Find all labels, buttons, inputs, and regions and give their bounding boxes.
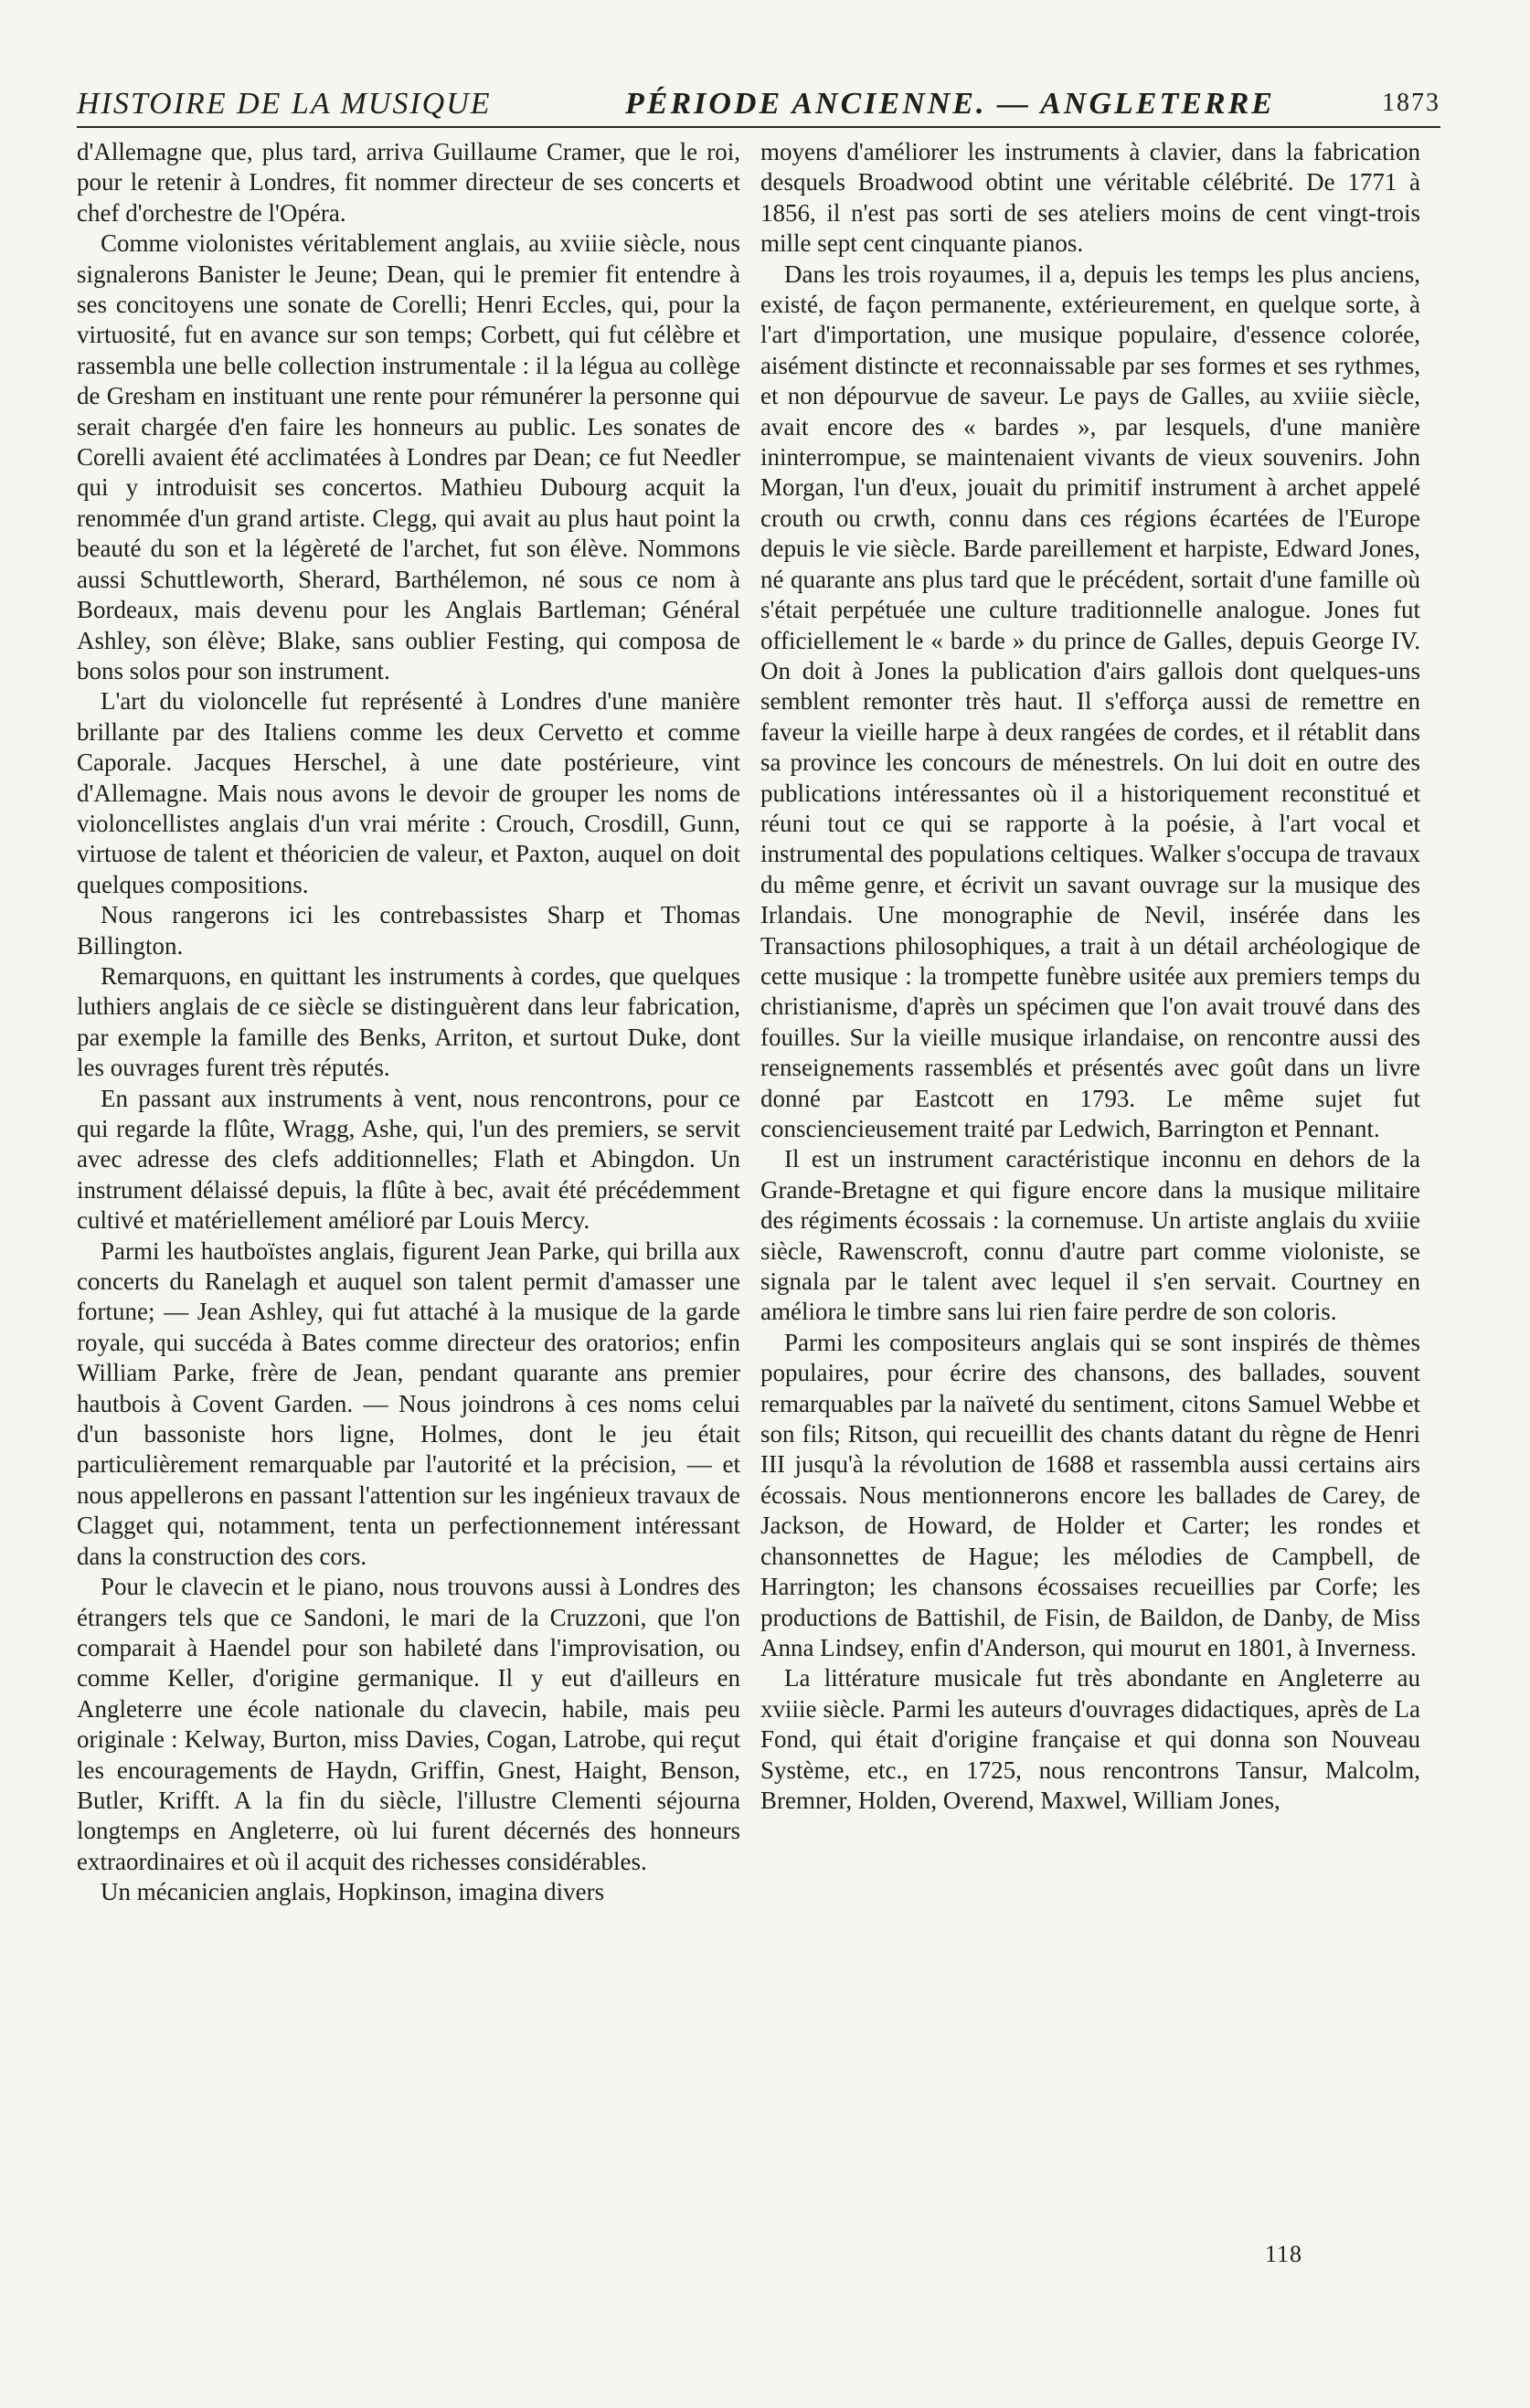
paragraph: L'art du violoncelle fut représenté à Londres d'une manière brillante par des Italiens comme les deux Cervetto et comme Caporale. Jacques Herschel, à une date postérieure, vint d'Allemagne. Mais nous avons le devoir de grouper les noms de violoncellistes anglais d'un vrai mérite : Crouch, Crosdill, Gunn, virtuose de talent et théoricien de valeur, et Paxton, auquel on doit quelques compositions. xyxy=(77,687,740,898)
paragraph: Nous rangerons ici les contrebassistes Sharp et Thomas Billington. xyxy=(77,901,740,960)
header-book-title: HISTOIRE DE LA MUSIQUE xyxy=(77,87,492,121)
running-header xyxy=(77,87,1440,125)
paragraph: moyens d'améliorer les instruments à clavier, dans la fabrication desquels Broadwood obtint une véritable célébrité. De 1771 à 1856, il n'est pas sorti de ses ateliers moins de cent vingt-trois mille sept cent cinquante pianos. xyxy=(760,138,1420,258)
paragraph: Parmi les compositeurs anglais qui se sont inspirés de thèmes populaires, pour écrire des chansons, des ballades, souvent remarquables par la naïveté du sentiment, citons Samuel Webbe et son fils; Ritson, qui recueillit des chants datant du règne de Henri III jusqu'à la révolution de 1688 et rassembla aussi certains airs écossais. Nous mentionnerons encore les ballades de Carey, de Jackson, de Howard, de Holder et Carter; les rondes et chansonnettes de Hague; les mélodies de Campbell, de Harrington; les chansons écossaises recueillies par Corfe; les productions de Battishil, de Fisin, de Baildon, de Danby, de Miss Anna Lindsey, enfin d'Anderson, qui mourut en 1801, à Inverness. xyxy=(760,1328,1420,1661)
paragraph: d'Allemagne que, plus tard, arriva Guillaume Cramer, que le roi, pour le retenir à Londres, fit nommer directeur de ses concerts et chef d'orchestre de l'Opéra. xyxy=(77,138,740,227)
paragraph: Remarquons, en quittant les instruments à cordes, que quelques luthiers anglais de ce siècle se distinguèrent dans leur fabrication, par exemple la famille des Benks, Arriton, et surtout Duke, dont les ouvrages furent très réputés. xyxy=(77,961,740,1082)
header-page-number: 1873 xyxy=(1382,89,1440,117)
paragraph: Il est un instrument caractéristique inconnu en dehors de la Grande-Bretagne et qui figure encore dans la musique militaire des régiments écossais : la cornemuse. Un artiste anglais du xviiie siècle, Rawenscroft, connu d'autre part comme violoniste, se signala par le talent avec lequel il s'en servait. Courtney en améliora le timbre sans lui rien faire perdre de son coloris. xyxy=(760,1145,1420,1326)
header-rule xyxy=(77,126,1440,128)
paragraph: Comme violonistes véritablement anglais, au xviiie siècle, nous signalerons Banister le Jeune; Dean, qui le premier fit entendre à ses concitoyens une sonate de Corelli; Henri Eccles, qui, pour la virtuosité, fut en avance sur son temps; Corbett, qui fut célèbre et rassembla une belle collection instrumentale : il la légua au collège de Gresham en instituant une rente pour rémunérer la personne qui serait chargée d'en faire les honneurs au public. Les sonates de Corelli avaient été acclimatées à Londres par Dean; ce fut Needler qui y introduisit ses concertos. Mathieu Dubourg acquit la renommée d'un grand artiste. Clegg, qui avait au plus haut point la beauté du son et la légèreté de l'archet, fut son élève. Nommons aussi Schuttleworth, Sherard, Barthélemon, né sous ce nom à Bordeaux, mais devenu pour les Anglais Bartleman; Général Ashley, son élève; Blake, sans oublier Festing, qui composa de bons solos pour son instrument. xyxy=(77,229,740,684)
paragraph: Parmi les hautboïstes anglais, figurent Jean Parke, qui brilla aux concerts du Ranelagh et auquel son talent permit d'amasser une fortune; — Jean Ashley, qui fut attaché à la musique de la garde royale, qui succéda à Bates comme directeur des oratorios; enfin William Parke, frère de Jean, pendant quarante ans premier hautbois à Covent Garden. — Nous joindrons à ces noms celui d'un bassoniste hors ligne, Holmes, dont le jeu était particulièrement remarquable par l'autorité et la précision, — et nous appellerons en passant l'attention sur les ingénieux travaux de Clagget qui, notamment, tenta un perfectionnement intéressant dans la construction des cors. xyxy=(77,1236,740,1570)
paragraph: Dans les trois royaumes, il a, depuis les temps les plus anciens, existé, de façon permanente, extérieurement, en quelque sorte, à l'art d'importation, une musique populaire, d'essence colorée, aisément distincte et reconnaissable par ses formes et ses rythmes, et non dépourvue de saveur. Le pays de Galles, au xviiie siècle, avait encore des « bardes », par lesquels, d'une manière ininterrompue, se maintenaient vivants de vieux souvenirs. John Morgan, l'un d'eux, jouait du primitif instrument à archet appelé crouth ou crwth, connu dans ces régions écartées de l'Europe depuis le vie siècle. Barde pareillement et harpiste, Edward Jones, né quarante ans plus tard que le précédent, sortait d'une famille où s'était perpétuée une culture traditionnelle analogue. Jones fut officiellement le « barde » du prince de Galles, depuis George IV. On doit à Jones la publication d'airs gallois dont quelques-uns semblent remonter très haut. Il s'efforça aussi de remettre en faveur la vieille harpe à deux rangées de cordes, et il rétablit dans sa province les concours de ménestrels. On lui doit en outre des publications intéressantes où il a historiquement reconstitué et réuni tout ce qui se rapporte à la poésie, à l'art vocal et instrumental des populations celtiques. Walker s'occupa de travaux du même genre, et écrivit un savant ouvrage sur la musique des Irlandais. Une monographie de Nevil, insérée dans les Transactions philosophiques, a trait à un détail archéologique de cette musique : la trompette funèbre usitée aux premiers temps du christianisme, d'après un spécimen que l'on avait trouvé dans des fouilles. Sur la vieille musique irlandaise, on rencontre aussi des renseignements rassemblés et présentés avec goût dans un livre donné par Eastcott en 1793. Le même sujet fut consciencieusement traité par Ledwich, Barrington et Pennant. xyxy=(760,260,1420,1142)
right-column xyxy=(760,137,1420,2257)
folio-number: 118 xyxy=(1265,2241,1303,2267)
paragraph: En passant aux instruments à vent, nous rencontrons, pour ce qui regarde la flûte, Wragg, Ashe, qui, l'un des premiers, se servit avec adresse des clefs additionnelles; Flath et Abingdon. Un instrument délaissé depuis, la flûte à bec, avait été précédemment cultivé et matériellement amélioré par Louis Mercy. xyxy=(77,1084,740,1235)
paragraph: La littérature musicale fut très abondante en Angleterre au xviiie siècle. Parmi les auteurs d'ouvrages didactiques, après de La Fond, qui était d'origine française et qui donna son Nouveau Système, etc., en 1725, nous rencontrons Tansur, Malcolm, Bremner, Holden, Overend, Maxwel, William Jones, xyxy=(760,1664,1420,1814)
paragraph: Un mécanicien anglais, Hopkinson, imagina divers xyxy=(101,1878,605,1906)
header-section-title: PÉRIODE ANCIENNE. — ANGLETERRE xyxy=(625,87,1275,121)
left-column xyxy=(77,137,740,2257)
paragraph: Pour le clavecin et le piano, nous trouvons aussi à Londres des étrangers tels que ce Sandoni, le mari de la Cruzzoni, que l'on comparait à Haendel pour son habileté dans l'improvisation, ou comme Keller, d'origine germanique. Il y eut d'ailleurs en Angleterre une école nationale du clavecin, habile, mais peu originale : Kelway, Burton, miss Davies, Cogan, Latrobe, qui reçut les encouragements de Haydn, Griffin, Gnest, Haight, Benson, Butler, Krifft. A la fin du siècle, l'illustre Clementi séjourna longtemps en Angleterre, où lui furent décernés des honneurs extraordinaires et où il acquit des richesses considérables. xyxy=(77,1573,740,1875)
